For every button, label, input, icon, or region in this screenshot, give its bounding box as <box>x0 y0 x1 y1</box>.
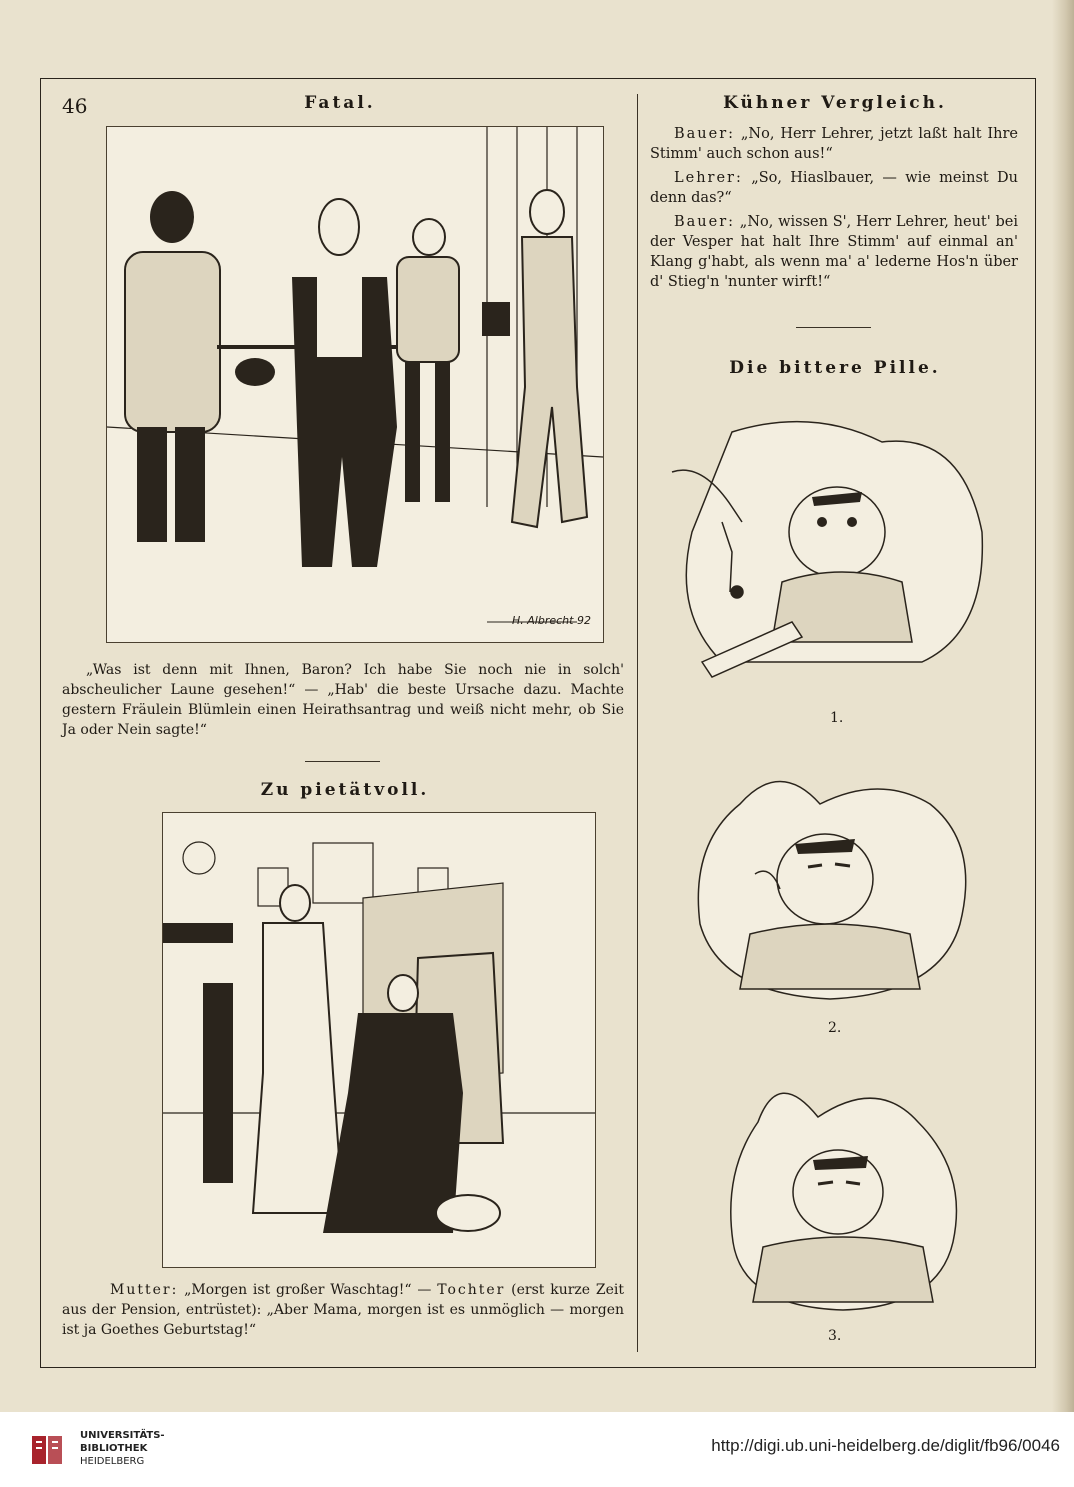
illustration-pille-1 <box>662 412 992 688</box>
vergleich-dialogue <box>650 124 1018 296</box>
illustration-pille-2 <box>680 764 978 1004</box>
caption-speaker-tochter: Tochter <box>437 1282 506 1298</box>
title-fatal: Fatal. <box>304 93 376 113</box>
section-divider <box>305 761 380 762</box>
speaker-lehrer: Lehrer: <box>674 170 743 186</box>
library-name[interactable] <box>80 1429 165 1468</box>
dialogue-line <box>650 212 1018 292</box>
illustration-fatal <box>106 126 604 643</box>
illustration-pietaetvoll <box>162 812 596 1268</box>
pille-drawing-1 <box>662 412 992 688</box>
title-pille: Die bittere Pille. <box>729 358 941 378</box>
section-divider <box>796 327 871 328</box>
page-number: 46 <box>62 94 88 118</box>
caption-speaker-mutter: Mutter: <box>110 1282 179 1298</box>
speaker-bauer: Bauer: <box>674 126 736 142</box>
line-text: „No, wissen S', Herr Lehrer, heut' bei der Vesper hat halt Ihre Stimm' auf einmal an' Klang g'habt, als wenn ma' a' lederne Hos'n über d' Stieg'n 'nunter wirft!“ <box>650 214 1018 290</box>
library-line-2: BIBLIOTHEK <box>80 1443 148 1454</box>
speaker-bauer: Bauer: <box>674 214 736 230</box>
illustration-pille-3 <box>718 1072 968 1314</box>
dialogue-line <box>650 124 1018 164</box>
caption-pietaetvoll-text-1: „Morgen ist großer Waschtag!“ — <box>178 1282 438 1298</box>
source-url-link[interactable]: http://digi.ub.uni-heidelberg.de/diglit/fb96/0046 <box>711 1436 1060 1455</box>
library-logo-icon <box>26 1432 66 1468</box>
fatal-drawing <box>107 127 603 642</box>
panel-label-3: 3. <box>828 1328 842 1344</box>
pille-drawing-2 <box>680 764 978 1004</box>
column-rule <box>637 94 638 1352</box>
caption-pietaetvoll <box>62 1280 624 1340</box>
title-pietaetvoll: Zu pietätvoll. <box>260 780 430 800</box>
caption-fatal-text: „Was ist denn mit Ihnen, Baron? Ich habe Sie noch nie in solch' abscheulicher Laune gesehen!“ — „Hab' die beste Ursache dazu. Machte gestern Fräulein Blümlein einen Heirathsantrag und weiß nicht mehr, ob Sie Ja oder Nein sagte!“ <box>62 662 624 738</box>
artist-signature: H. Albrecht 92 <box>512 614 591 627</box>
footer-bar <box>0 1412 1074 1487</box>
line-text: „So, Hiaslbauer, — wie meinst Du denn das?“ <box>650 170 1018 206</box>
caption-pietaetvoll-text-2: (erst kurze Zeit aus der Pension, entrüstet): „Aber Mama, morgen ist es unmöglich — morgen ist ja Goethes Geburtstag!“ <box>62 1282 625 1338</box>
caption-fatal <box>62 660 624 740</box>
library-line-3: HEIDELBERG <box>80 1456 145 1467</box>
line-text: „No, Herr Lehrer, jetzt laßt halt Ihre Stimm' auch schon aus!“ <box>650 126 1018 162</box>
library-line-1: UNIVERSITÄTS- <box>80 1430 165 1441</box>
pille-drawing-3 <box>718 1072 968 1314</box>
binding-shadow <box>1052 0 1074 1412</box>
dialogue-line <box>650 168 1018 208</box>
panel-label-1: 1. <box>830 710 844 726</box>
title-vergleich: Kühner Vergleich. <box>723 93 947 113</box>
panel-label-2: 2. <box>828 1020 842 1036</box>
pietaetvoll-drawing <box>163 813 595 1267</box>
